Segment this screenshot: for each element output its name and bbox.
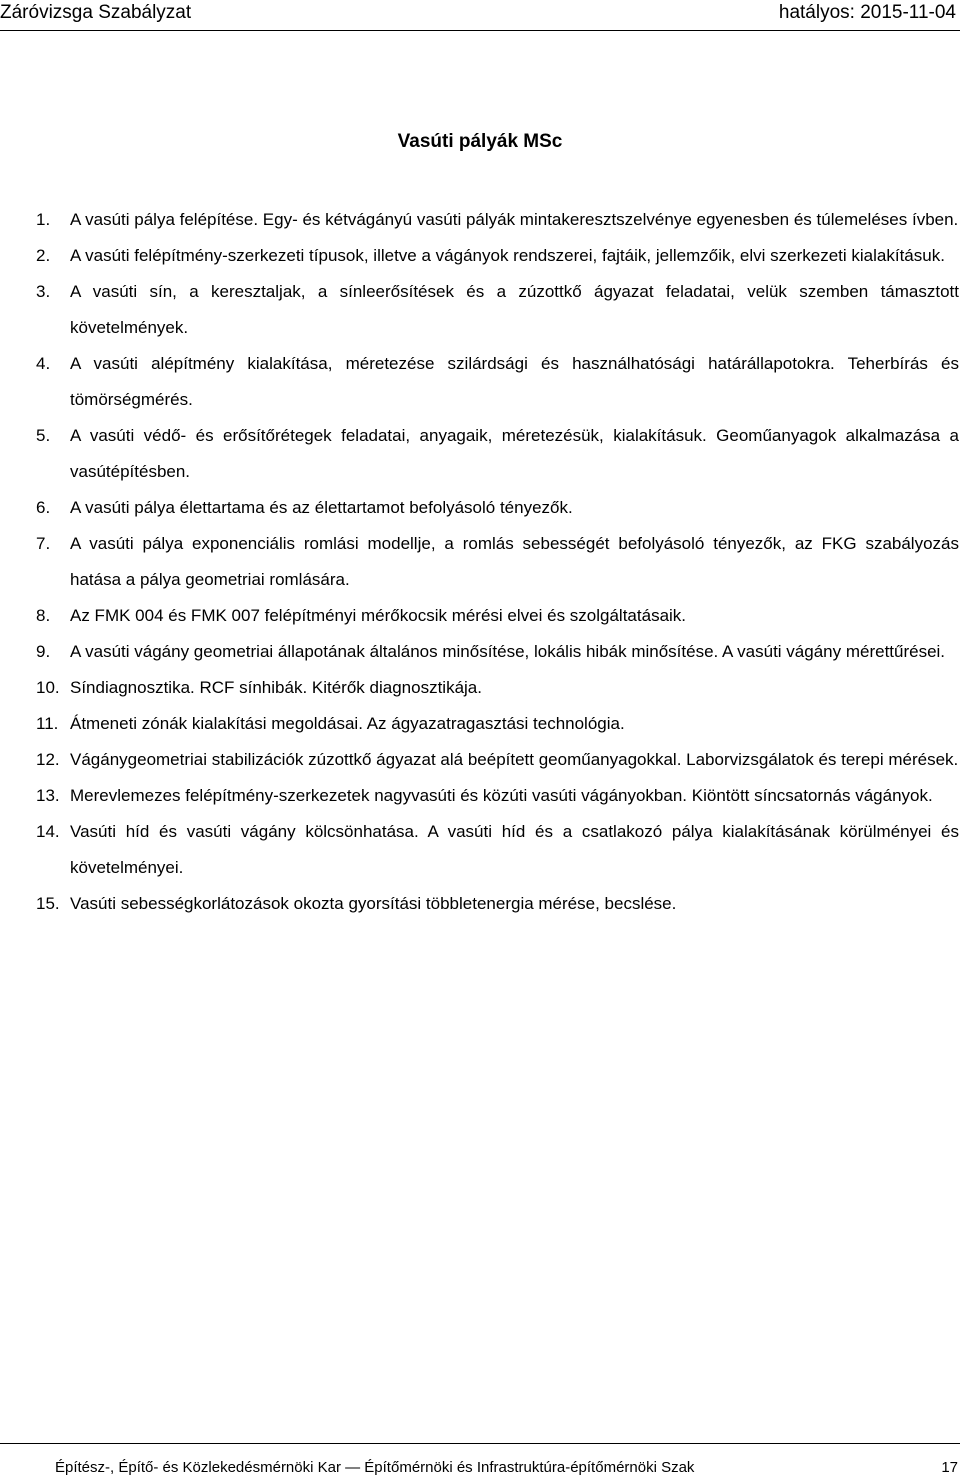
- item-text: Merevlemezes felépítmény-szerkezetek nagyvasúti és közúti vasúti vágányokban. Kiöntött síncsatornás vágányok.: [70, 786, 933, 805]
- section-title: Vasúti pályák MSc: [397, 131, 563, 152]
- list-item: [36, 634, 960, 670]
- item-number: 12.: [36, 750, 60, 769]
- exam-topic-list: [36, 202, 960, 922]
- list-item: [36, 886, 960, 922]
- item-number: 6.: [36, 498, 51, 517]
- item-text: A vasúti alépítmény kialakítása, méretezése szilárdsági és használhatósági határállapotokra. Teherbírás és tömörségmérés.: [70, 354, 959, 409]
- item-number: 7.: [36, 534, 51, 553]
- list-item: [36, 490, 960, 526]
- item-number: 3.: [36, 282, 51, 301]
- item-text: Átmeneti zónák kialakítási megoldásai. Az ágyazatragasztási technológia.: [70, 714, 625, 733]
- item-text: Vasúti híd és vasúti vágány kölcsönhatása. A vasúti híd és a csatlakozó pálya kialakításának körülményei és követelményei.: [70, 822, 959, 877]
- list-item: [36, 202, 960, 238]
- item-number: 1.: [36, 210, 51, 229]
- item-text: A vasúti védő- és erősítőrétegek feladatai, anyagaik, méretezésük, kialakításuk. Geoműanyagok alkalmazása a vasútépítésben.: [70, 426, 959, 481]
- item-number: 14.: [36, 822, 60, 841]
- list-item: [36, 238, 960, 274]
- list-item: [36, 418, 960, 490]
- item-text: A vasúti pálya exponenciális romlási modellje, a romlás sebességét befolyásoló tényezők, az FKG szabályozás hatása a pálya geometriai romlására.: [70, 534, 959, 589]
- list-item: [36, 814, 960, 886]
- list-item: [36, 706, 960, 742]
- item-number: 4.: [36, 354, 51, 373]
- item-number: 8.: [36, 606, 51, 625]
- item-text: A vasúti felépítmény-szerkezeti típusok, illetve a vágányok rendszerei, fajtáik, jellemzőik, elvi szerkezeti kialakításuk.: [70, 246, 945, 265]
- list-item: [36, 526, 960, 598]
- list-item: [36, 670, 960, 706]
- item-text: A vasúti pálya élettartama és az élettartamot befolyásoló tényezők.: [70, 498, 573, 517]
- item-text: Vasúti sebességkorlátozások okozta gyorsítási többletenergia mérése, becslése.: [70, 894, 677, 913]
- item-number: 9.: [36, 642, 51, 661]
- item-text: A vasúti sín, a keresztaljak, a sínleerősítések és a zúzottkő ágyazat feladatai, velük szemben támasztott követelmények.: [70, 282, 959, 337]
- item-number: 13.: [36, 786, 60, 805]
- list-item: [36, 742, 960, 778]
- page-footer: [0, 1443, 960, 1482]
- page-header: [0, 0, 960, 31]
- item-text: Vágánygeometriai stabilizációk zúzottkő ágyazat alá beépített geoműanyagokkal. Laborvizsgálatok és terepi mérések.: [70, 750, 959, 769]
- list-item: [36, 778, 960, 814]
- item-number: 5.: [36, 426, 51, 445]
- item-text: A vasúti vágány geometriai állapotának általános minősítése, lokális hibák minősítése. A vasúti vágány mérettűrései.: [70, 642, 946, 661]
- list-item: [36, 274, 960, 346]
- item-number: 15.: [36, 894, 60, 913]
- page-number: 17: [941, 1459, 958, 1476]
- header-effective-date: hatályos: 2015-11-04: [778, 2, 956, 23]
- list-item: [36, 346, 960, 418]
- list-item: [36, 598, 960, 634]
- item-number: 10.: [36, 678, 60, 697]
- item-number: 2.: [36, 246, 51, 265]
- item-text: A vasúti pálya felépítése. Egy- és kétvágányú vasúti pályák mintakeresztszelvénye egyenesben és túlemeléses ívben.: [70, 210, 959, 229]
- footer-faculty-program: Építész-, Építő- és Közlekedésmérnöki Kar ― Építőmérnöki és Infrastruktúra-építőmérnöki Szak: [55, 1459, 695, 1476]
- item-text: Síndiagnosztika. RCF sínhibák. Kitérők diagnosztikája.: [70, 678, 482, 697]
- item-number: 11.: [36, 714, 59, 733]
- item-text: Az FMK 004 és FMK 007 felépítményi mérőkocsik mérési elvei és szolgáltatásaik.: [70, 606, 687, 625]
- header-document-title: Záróvizsga Szabályzat: [0, 2, 192, 23]
